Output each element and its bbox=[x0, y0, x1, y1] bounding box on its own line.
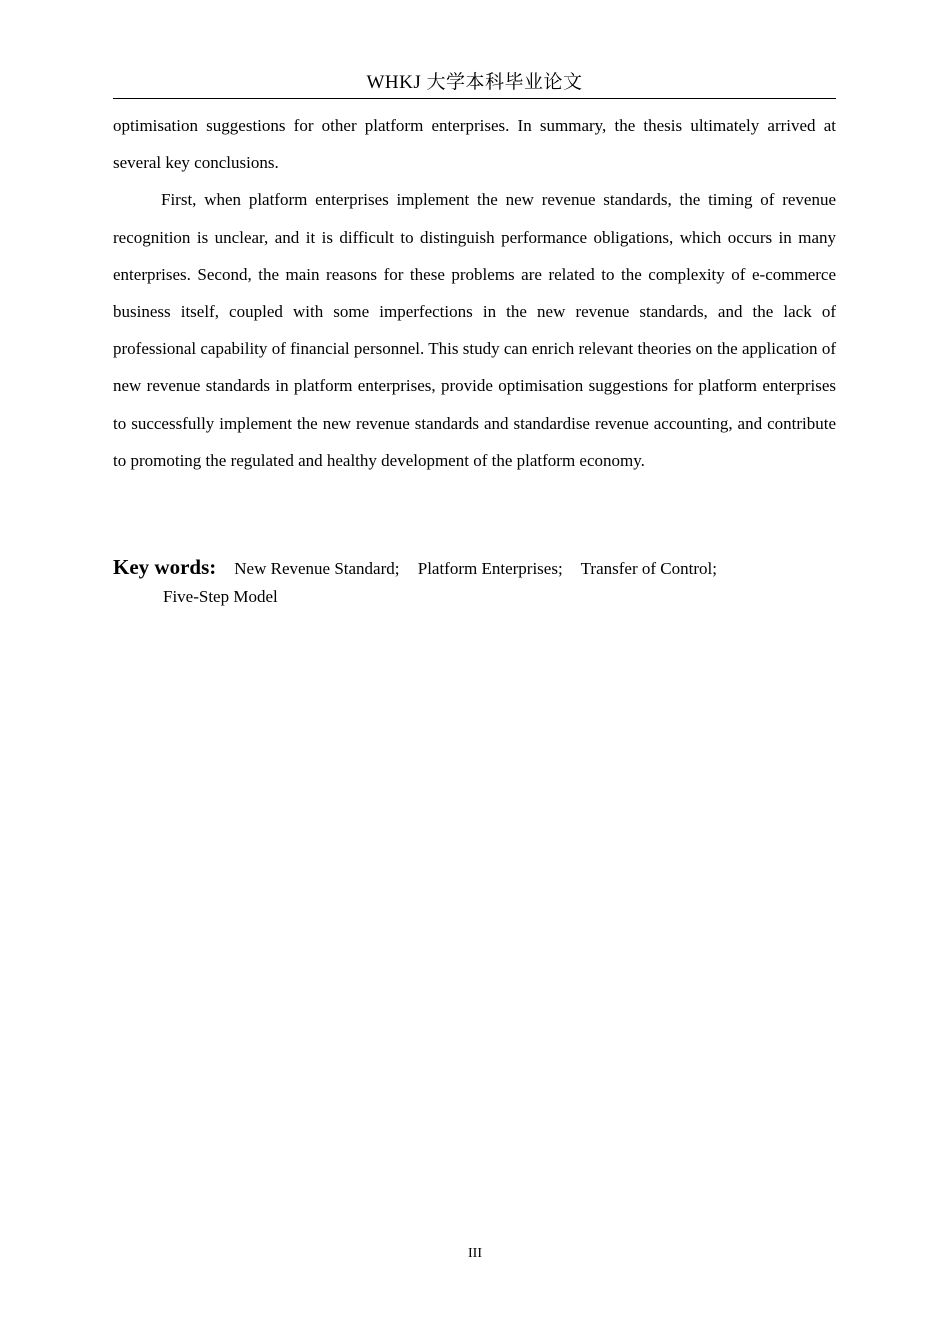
keyword-item: Platform Enterprises; bbox=[417, 559, 563, 578]
keyword-item: New Revenue Standard; bbox=[234, 559, 400, 578]
paragraph-continuation: optimisation suggestions for other platform enterprises. In summary, the thesis ultimately arrived at several key conclusions. bbox=[113, 116, 836, 173]
paragraph-conclusions: First, when platform enterprises implement the new revenue standards, the timing of revenue recognition is unclear, and it is difficult to distinguish performance obligations, which occurs in many enterprises. Second, the main reasons for these problems are related to the complexity of e-commerce business itself, coupled with some imperfections in the new revenue standards, and the lack of professional capability of financial personnel. This study can enrich relevant theories on the application of new revenue standards in platform enterprises, provide optimisation suggestions for platform enterprises to successfully implement the new revenue standards and standardise revenue accounting, and contribute to promoting the regulated and healthy development of the platform economy. bbox=[113, 190, 836, 470]
keywords-section bbox=[113, 553, 836, 611]
abstract-body bbox=[113, 107, 836, 479]
keyword-item: Five-Step Model bbox=[163, 587, 278, 606]
header-rule bbox=[113, 98, 836, 99]
running-header: WHKJ 大学本科毕业论文 bbox=[366, 72, 583, 93]
keyword-item: Transfer of Control; bbox=[580, 559, 717, 578]
page-number: III bbox=[468, 1246, 482, 1261]
keywords-label: Key words: bbox=[113, 555, 217, 579]
